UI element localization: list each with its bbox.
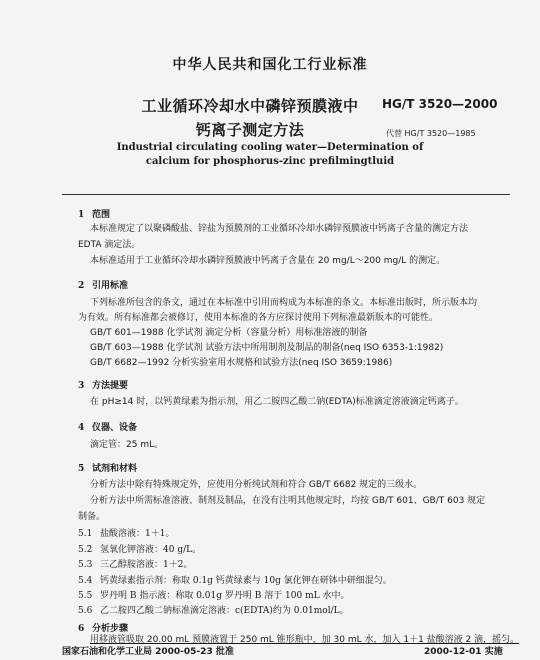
industry-standard-label: 中华人民共和国化工行业标准 [172,57,368,73]
reagent-item-5-6: 5.6 乙二胺四乙酸二钠标准滴定溶液：c(EDTA)约为 0.01mol/L。 [78,606,349,616]
title-line-2: 钙离子测定方法 [195,121,305,139]
document-title [120,94,380,142]
reference-gb-t-6682: GB/T 6682—1992 分析实验室用水规格和试验方法(neq ISO 3659:1986) [90,358,393,368]
english-title [0,141,540,169]
section-2-para-1b: 为有效。所有标准都会被修订，使用本标准的各方应探讨使用下列标准最新版本的可能性。 [78,313,439,323]
section-5-para-2b: 制备。 [78,512,106,522]
english-title-line-1: Industrial circulating cooling water—Determination of [116,142,424,153]
title-line-1: 工业循环冷却水中磷锌预膜液中 [141,97,359,115]
section-1-para-1b: EDTA 滴定法。 [78,240,141,250]
approval-line: 国家石油和化学工业局 2000-05-23 批准 [62,647,234,657]
section-3-para-1: 在 pH≥14 时，以钙黄绿素为指示剂，用乙二胺四乙酸二钠(EDTA)标准滴定溶液滴定钙离子。 [90,397,464,407]
reagent-item-5-2: 5.2 氢氧化钾溶液：40 g/L。 [78,545,202,555]
section-4-heading: 4 仪器、设备 [78,423,138,433]
section-5-heading: 5 试剂和材料 [78,464,138,474]
section-6-heading: 6 分析步骤 [78,624,129,634]
english-title-line-2: calcium for phosphorus-zinc prefilmingtluid [145,156,395,167]
section-4-para-1: 滴定管：25 mL。 [90,440,164,450]
reagent-item-5-1: 5.1 盐酸溶液：1＋1。 [78,529,175,539]
reference-gb-t-603: GB/T 603—1988 化学试剂 试验方法中所用制剂及制品的制备(neq ISO 6353-1:1982) [90,343,444,353]
header-divider [62,194,510,195]
reagent-item-5-5: 5.5 罗丹明 B 指示液：称取 0.01g 罗丹明 B 溶于 100 mL 水中。 [78,591,350,601]
reagent-item-5-3: 5.3 三乙醇胺溶液：1＋2。 [78,560,193,570]
section-2-heading: 2 引用标准 [78,281,129,291]
section-5-para-1: 分析方法中除有特殊规定外，应使用分析纯试剂和符合 GB/T 6682 规定的三级水。 [90,480,423,490]
section-3-heading: 3 方法提要 [78,381,129,391]
section-1-heading: 1 范围 [78,210,111,220]
section-6-para-1: 用移液管吸取 20.00 mL 预膜液置于 250 mL 锥形瓶中，加 30 mL 水，加入 1＋1 盐酸溶液 2 滴，摇匀。 [90,635,520,645]
section-2-para-1a: 下列标准所包含的条文，通过在本标准中引用而构成为本标准的条文。本标准出版时，所示版本均 [90,298,478,308]
section-5-para-2a: 分析方法中所需标准溶液、制剂及制品，在没有注明其他规定时，均按 GB/T 601、GB/T 603 规定 [90,496,486,506]
reagent-item-5-4: 5.4 钙黄绿素指示剂：称取 0.1g 钙黄绿素与 10g 氯化钾在研钵中研细混匀。 [78,576,392,586]
section-1-para-2: 本标准适用于工业循环冷却水磷锌预膜液中钙离子含量在 20 mg/L～200 mg/L 的测定。 [90,256,446,266]
replaces-note: 代替 HG/T 3520—1985 [386,129,476,138]
section-1-para-1a: 本标准规定了以聚磷酸盐、锌盐为预膜剂的工业循环冷却水磷锌预膜液中钙离子含量的测定方法 [90,224,469,234]
standard-number: HG/T 3520—2000 [382,97,498,111]
reference-gb-t-601: GB/T 601—1988 化学试剂 滴定分析（容量分析）用标准溶液的制备 [90,328,368,338]
implementation-date: 2000-12-01 实施 [424,647,503,657]
